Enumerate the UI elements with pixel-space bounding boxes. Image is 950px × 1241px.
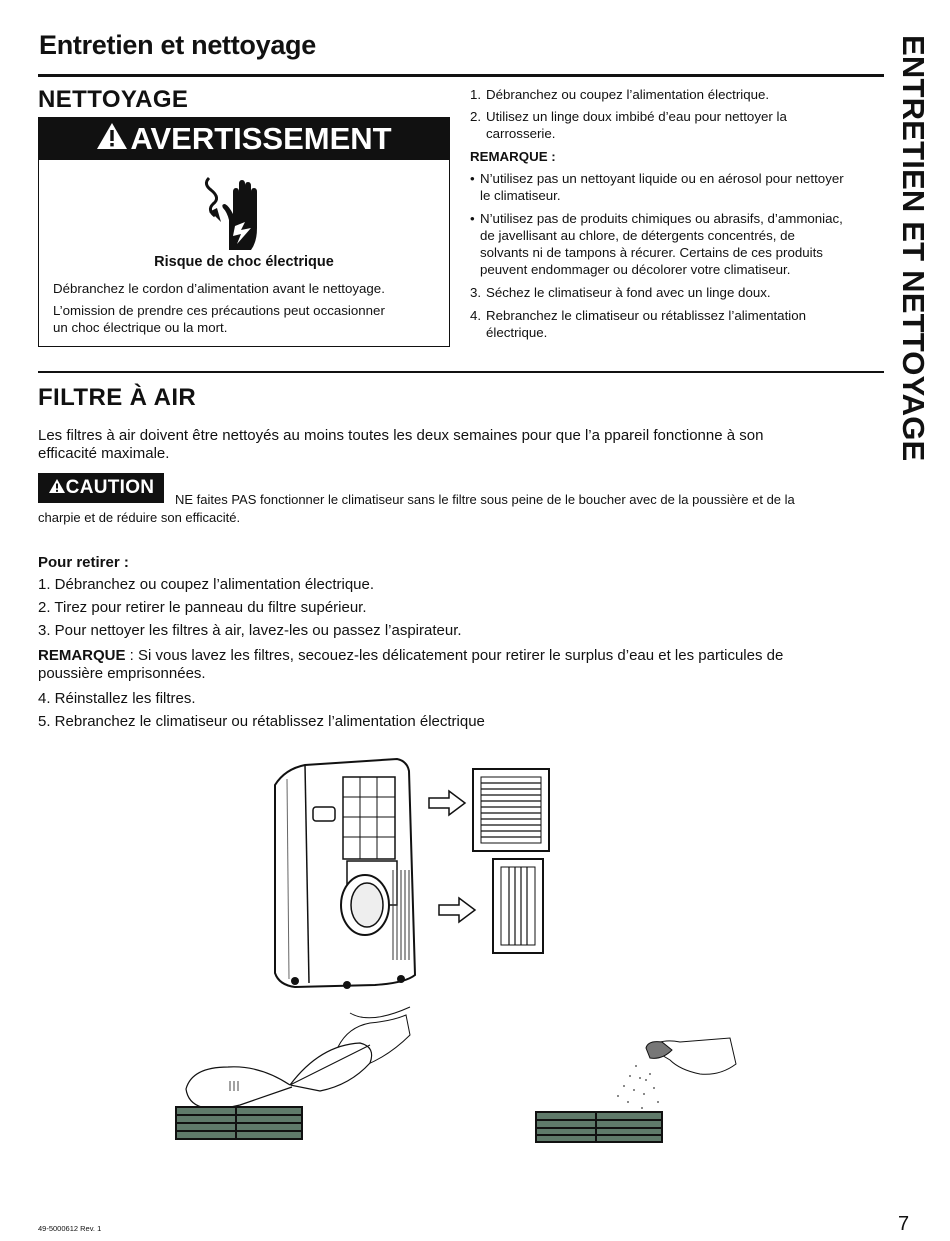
caution-triangle-icon — [48, 478, 66, 494]
remarque-label: REMARQUE : — [470, 149, 556, 164]
bullet-2d: peuvent endommager ou décolorer votre climatiseur. — [480, 262, 791, 277]
warning-line-2b: un choc électrique ou la mort. — [53, 320, 228, 335]
warning-line-1: Débranchez le cordon d’alimentation avant le nettoyage. — [53, 281, 385, 296]
retirer-remarque-b: poussière emprisonnées. — [38, 665, 206, 682]
warning-triangle-icon — [96, 120, 128, 162]
caution-text-b: charpie et de réduire son efficacité. — [38, 510, 241, 525]
electric-shock-hand-icon — [199, 172, 279, 257]
page-title: Entretien et nettoyage — [39, 30, 316, 60]
filtre-intro-b: efficacité maximale. — [38, 445, 170, 462]
bullet-1-dot: • — [470, 171, 475, 186]
warning-box — [38, 117, 450, 347]
step-1-num: 1. — [470, 87, 482, 102]
bullet-2a: N’utilisez pas de produits chimiques ou abrasifs, d’ammoniac, — [480, 211, 843, 226]
bullet-2c: solvants ni de tampons à récurer. Certains de ces produits — [480, 245, 823, 260]
warning-line-2a: L’omission de prendre ces précautions peut occasionner — [53, 303, 385, 318]
step-4b: électrique. — [486, 325, 548, 340]
step-1: Débranchez ou coupez l’alimentation électrique. — [486, 87, 770, 102]
filtre-intro-a: Les filtres à air doivent être nettoyés au moins toutes les deux semaines pour que l’a ppareil fonctionne à son — [38, 427, 764, 444]
step-2b: carrosserie. — [486, 126, 556, 141]
step-4a: Rebranchez le climatiseur ou rétablissez l’alimentation — [486, 308, 807, 323]
vacuum-cleaning-illustration — [170, 1005, 420, 1145]
section-rule — [38, 371, 884, 373]
step-2a: Utilisez un linge doux imbibé d’eau pour nettoyer la — [486, 109, 787, 124]
step-3: Séchez le climatiseur à fond avec un linge doux. — [486, 285, 771, 300]
retirer-remarque-a: REMARQUE : Si vous lavez les filtres, secouez-les délicatement pour retirer le surplus d’eau et les particules de — [38, 647, 784, 664]
retirer-step-2: 2. Tirez pour retirer le panneau du filtre supérieur. — [38, 599, 367, 616]
retirer-step-3: 3. Pour nettoyer les filtres à air, lavez-les ou passez l’aspirateur. — [38, 622, 462, 639]
washing-filter-illustration — [530, 1030, 750, 1145]
retirer-step-5: 5. Rebranchez le climatiseur ou rétablissez l’alimentation électrique — [38, 713, 485, 730]
warning-subtitle: Risque de choc électrique — [154, 254, 334, 270]
title-rule — [38, 74, 884, 77]
filtre-heading: FILTRE À AIR — [38, 384, 197, 411]
warning-bar — [39, 118, 449, 160]
retirer-heading: Pour retirer : — [38, 554, 129, 571]
bullet-1b: le climatiseur. — [480, 188, 561, 203]
step-2-num: 2. — [470, 109, 482, 124]
caution-text-a: NE faites PAS fonctionner le climatiseur sans le filtre sous peine de le boucher avec de la poussière et de la — [175, 492, 795, 507]
nettoyage-heading: NETTOYAGE — [38, 86, 189, 113]
warning-label: AVERTISSEMENT — [130, 121, 392, 156]
side-tab: ENTRETIEN ET NETTOYAGE — [896, 35, 931, 462]
retirer-step-4: 4. Réinstallez les filtres. — [38, 690, 196, 707]
step-3-num: 3. — [470, 285, 482, 300]
doc-id: 49-5000612 Rev. 1 — [38, 1224, 102, 1233]
bullet-2-dot: • — [470, 211, 475, 226]
caution-badge: CAUTION — [38, 473, 164, 503]
page-number: 7 — [898, 1213, 910, 1235]
bullet-2b: de javellisant au chlore, de détergents concentrés, de — [480, 228, 795, 243]
bullet-1a: N’utilisez pas un nettoyant liquide ou en aérosol pour nettoyer — [480, 171, 844, 186]
retirer-step-1: 1. Débranchez ou coupez l’alimentation électrique. — [38, 576, 375, 593]
step-4-num: 4. — [470, 308, 482, 323]
air-conditioner-illustration — [265, 755, 565, 995]
